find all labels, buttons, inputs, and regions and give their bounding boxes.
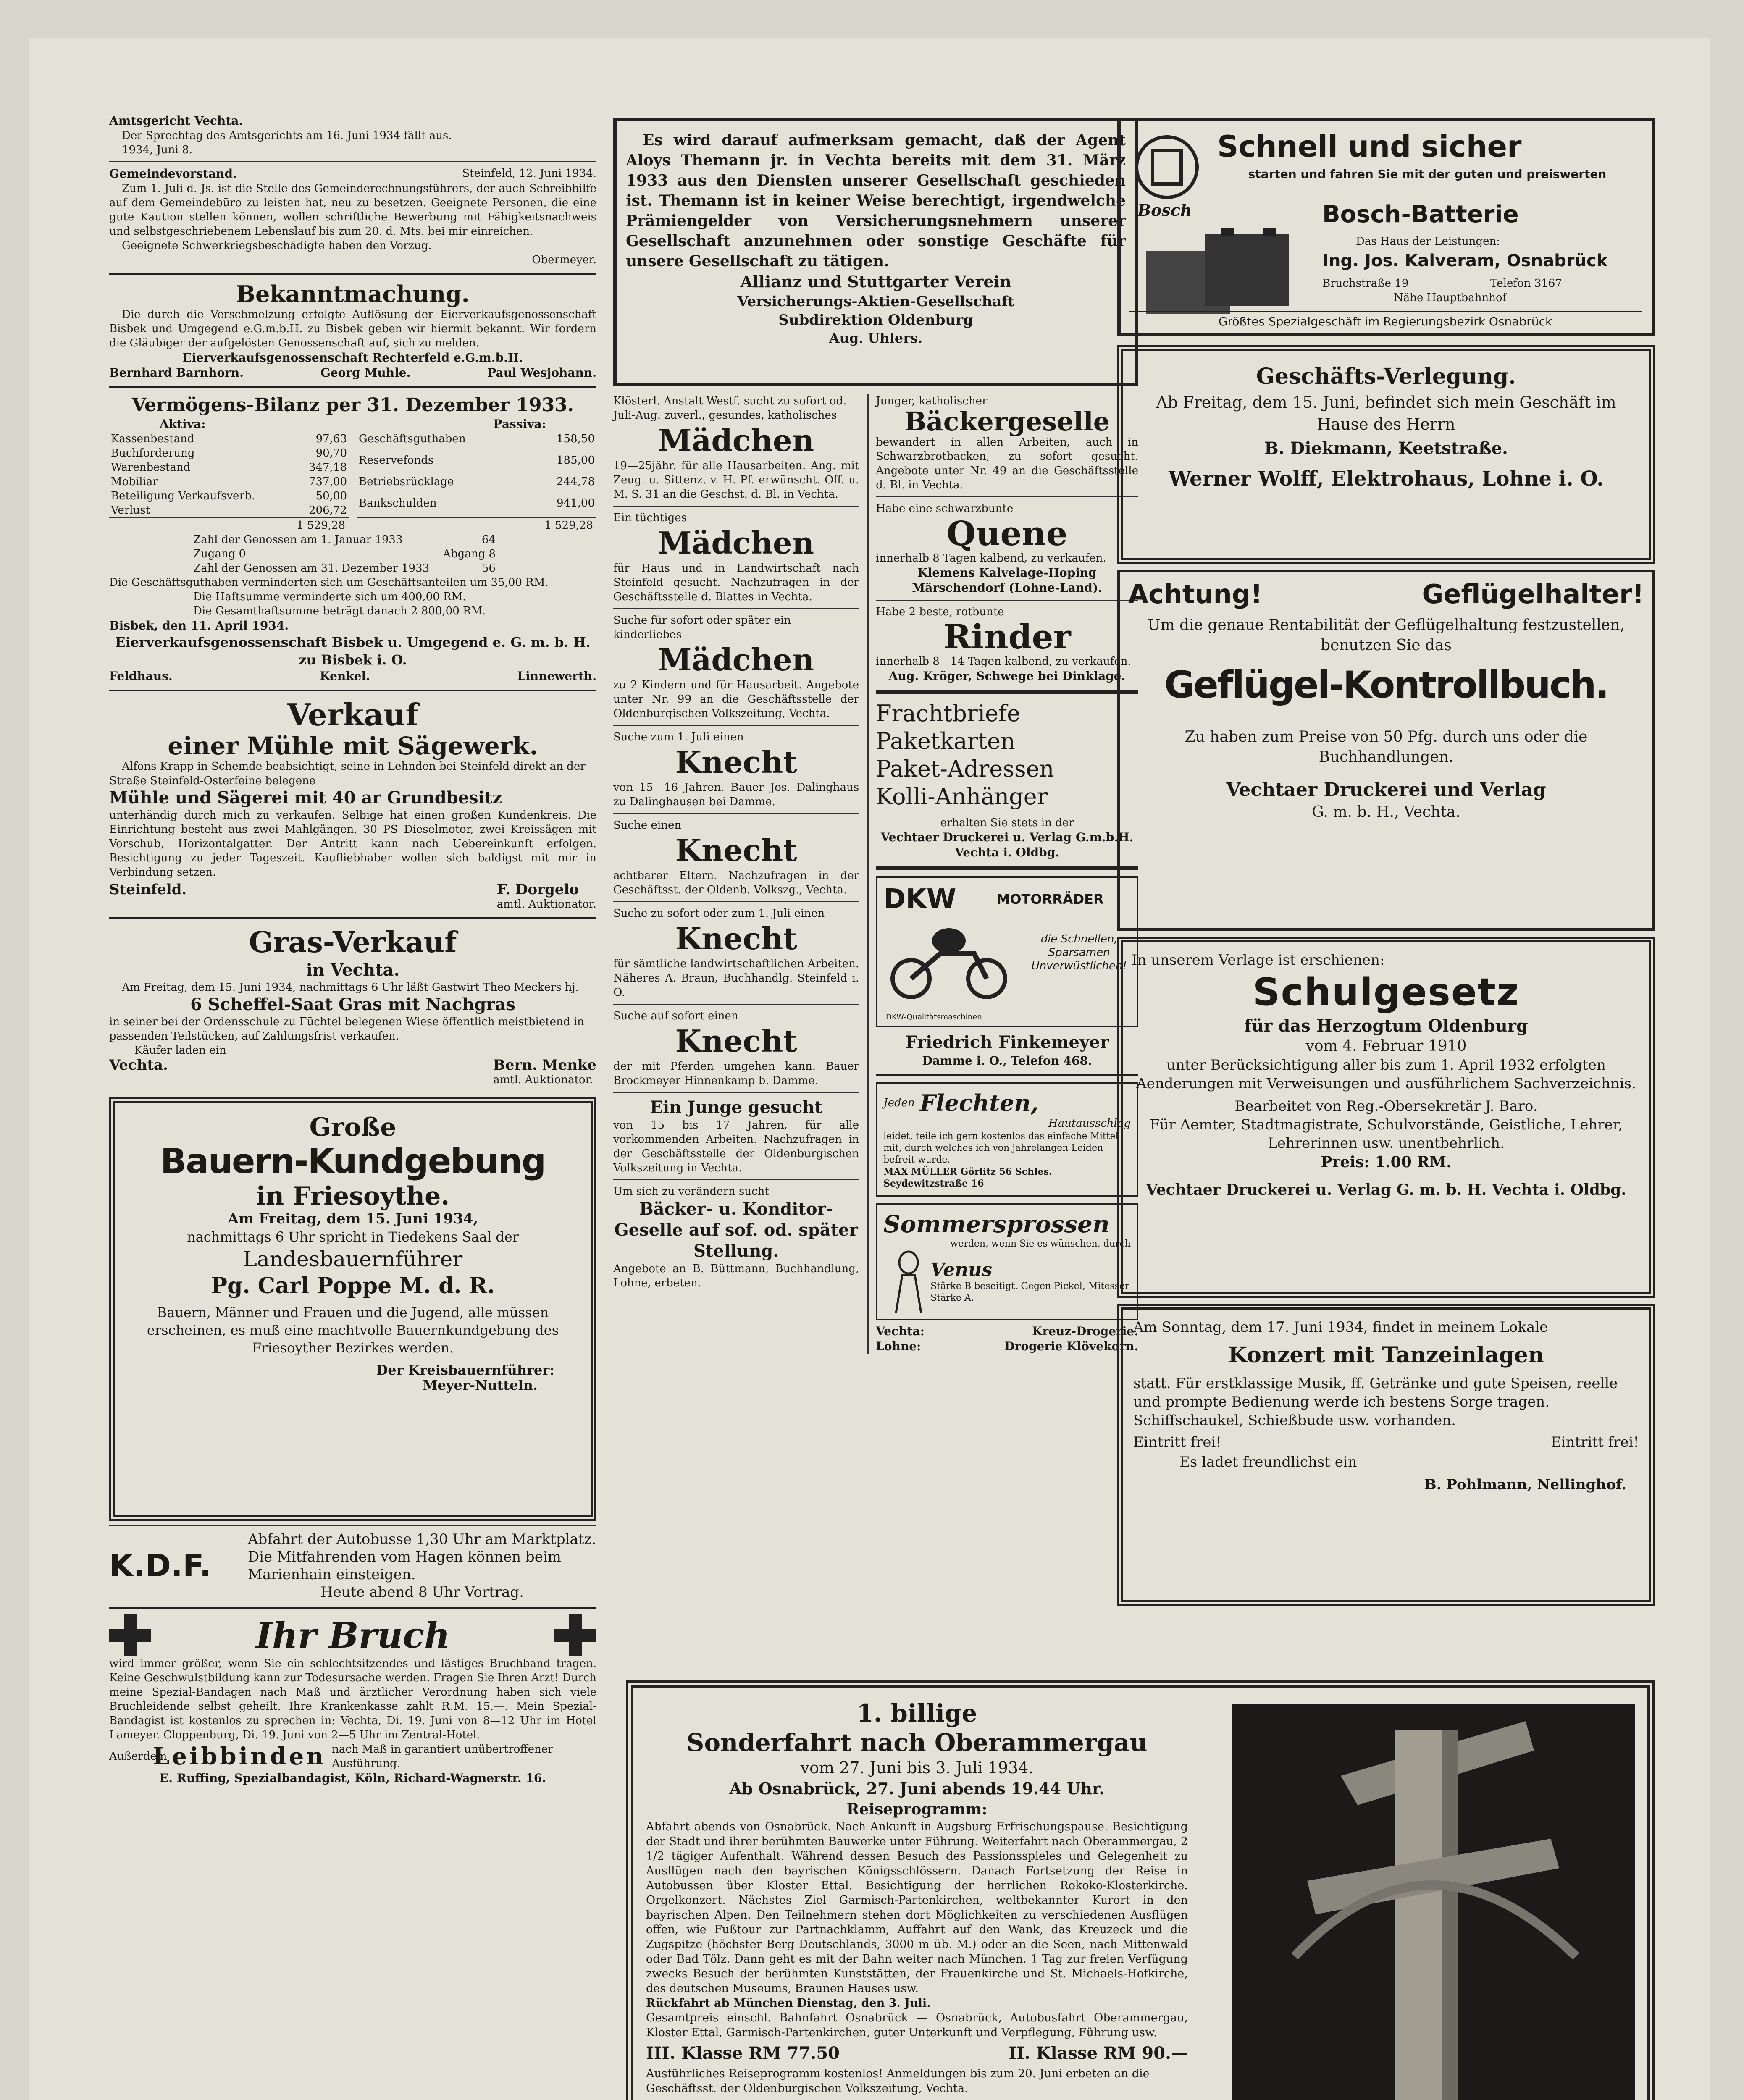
kdf-text: Abfahrt der Autobusse 1,30 Uhr am Marktplatz. Die Mitfahrenden vom Hagen können beim Marienhain einsteigen. bbox=[248, 1531, 596, 1583]
bilanz-aktiva-value: 97,63 bbox=[315, 433, 347, 445]
classified-ad-body: für sämtliche landwirtschaftlichen Arbeiten. Näheres A. Braun, Buchhandlg. Steinfeld i. O. bbox=[613, 958, 859, 999]
bekanntmachung bbox=[109, 281, 596, 381]
kdf-line: Heute abend 8 Uhr Vortrag. bbox=[320, 1584, 524, 1601]
bauern-title-2: Bauern-Kundgebung bbox=[160, 1142, 546, 1181]
bosch-title: Schnell und sicher bbox=[1217, 129, 1522, 164]
bauern-body: Bauern, Männer und Frauen und die Jugend, alle müssen erscheinen, es muß eine machtvolle Bauernkundgebung des Friesoyther Bezirkes werden. bbox=[147, 1305, 559, 1356]
classified-ad-title: Knecht bbox=[675, 1023, 797, 1059]
fahrt-price-second-class: II. Klasse RM 90.— bbox=[1009, 2043, 1188, 2063]
classifieds-left bbox=[613, 394, 859, 1354]
bilanz-zugang: Zugang 0 bbox=[193, 548, 246, 560]
bilanz-aktiva-value: 206,72 bbox=[309, 504, 347, 517]
fahrt-footer: Ausführliches Reiseprogramm kostenlos! Anmeldungen bis zum 20. Juni erbeten an die Geschäftsst. der Oldenburgischen Volkszeitung, Vechta. bbox=[646, 2067, 1150, 2095]
schul-line-5: Für Aemter, Stadtmagistrate, Schulvorstände, Geistliche, Lehrer, Lehrerinnen usw. unentbehrlich. bbox=[1150, 1116, 1623, 1152]
frachtbriefe-line-1: Frachtbriefe bbox=[876, 700, 1020, 727]
konzert-ad bbox=[1117, 1304, 1655, 1606]
bosch-ad bbox=[1117, 118, 1655, 336]
bruch-title: Ihr Bruch bbox=[255, 1614, 450, 1656]
gras-body-2: in seiner bei der Ordensschule zu Füchtel belegenen Wiese öffentlich meistbietend in passenden Teilstücken, auf Zahlungsfrist verkaufen. bbox=[109, 1016, 584, 1042]
bilanz-aktiva-label: Beteiligung Verkaufsverb. bbox=[111, 490, 255, 502]
gras-body-1: Am Freitag, dem 15. Juni 1934, nachmittags 6 Uhr läßt Gastwirt Theo Meckers hj. bbox=[122, 981, 579, 994]
bilanz-genossen-2-value: 56 bbox=[481, 562, 496, 575]
classified-ad-title: Knecht bbox=[675, 921, 797, 956]
schul-line-4: Bearbeitet von Reg.-Obersekretär J. Baro. bbox=[1234, 1098, 1538, 1115]
gefluegel-achtung: Achtung! bbox=[1128, 579, 1263, 609]
allianz-signature: Aug. Uhlers. bbox=[829, 330, 923, 346]
bilanz-aktiva-label: Verlust bbox=[111, 504, 150, 517]
bruch-address: E. Ruffing, Spezialbandagist, Köln, Richard-Wagnerstr. 16. bbox=[159, 1771, 546, 1785]
classified-ad-title: Mädchen bbox=[658, 525, 814, 561]
amtsgericht-date: 1934, Juni 8. bbox=[122, 144, 192, 156]
bosch-near: Nähe Hauptbahnhof bbox=[1394, 291, 1507, 304]
ad-rinder-signature: Aug. Kröger, Schwege bei Dinklage. bbox=[888, 669, 1126, 683]
bauern-title-3: in Friesoythe. bbox=[256, 1181, 450, 1211]
dkw-logo: DKW bbox=[883, 884, 956, 915]
bilanz-aktiva-row bbox=[109, 446, 349, 460]
classified-ad-pre: Suche für sofort oder später ein kinderliebes bbox=[613, 614, 791, 641]
classified-ad bbox=[613, 1009, 859, 1093]
dkw-slogan: die Schnellen, Sparsamen Unverwüstlichen! bbox=[1031, 933, 1127, 972]
bilanz-aktiva-head: Aktiva: bbox=[160, 417, 206, 431]
gemeinde-signature: Obermeyer. bbox=[532, 254, 596, 266]
gefluegel-title: Geflügel-Kontrollbuch. bbox=[1164, 663, 1608, 706]
ad-sommersprossen bbox=[876, 1203, 1138, 1320]
ad-dkw bbox=[876, 876, 1138, 1027]
bilanz-aktiva-row bbox=[109, 432, 349, 446]
gemeinde-notice bbox=[109, 166, 596, 267]
classified-ad-title: Knecht bbox=[675, 744, 797, 780]
sommersprossen-lohne-store: Drogerie Klövekorn. bbox=[1004, 1339, 1138, 1353]
motorcycle-icon bbox=[886, 920, 1012, 1000]
allianz-org-2: Versicherungs-Aktien-Gesellschaft bbox=[737, 293, 1014, 310]
classified-ad bbox=[613, 906, 859, 1005]
bilanz-line-4: Die Geschäftsguthaben verminderten sich um Geschäftsanteilen um 35,00 RM. bbox=[109, 576, 549, 589]
bilanz-genossen-1: Zahl der Genossen am 1. Januar 1933 bbox=[193, 533, 403, 546]
bilanz-name-1: Feldhaus. bbox=[109, 669, 173, 683]
classified-ad-pre: Suche zum 1. Juli einen bbox=[613, 731, 744, 743]
classified-ad-title: Mädchen bbox=[658, 642, 814, 677]
bruch-leibbinden: Leibbinden bbox=[153, 1743, 326, 1770]
finkemeyer-name: Friedrich Finkemeyer bbox=[905, 1032, 1109, 1052]
bilanz-line-5: Die Haftsumme verminderte sich um 400,00 RM. bbox=[193, 591, 466, 603]
gemeinde-body: Zum 1. Juli d. Js. ist die Stelle des Gemeinderechnungsführers, der auch Schreibhilfe auf dem Gemeindebüro zu leisten hat, neu zu besetzen. Geeignete Personen, die eine gute Kaution stellen können, wollen schriftliche Bewerbung mit Fähigkeitsnachweis und selbstgeschriebenem Lebenslauf bis zum 20. d. Mts. bei mir einreichen. bbox=[109, 182, 596, 238]
verkauf-signature: F. Dorgelo bbox=[496, 881, 579, 898]
amtsgericht-notice bbox=[109, 113, 596, 157]
konzert-eintritt-1: Eintritt frei! bbox=[1133, 1434, 1222, 1451]
classified-ad-pre: Ein tüchtiges bbox=[613, 512, 687, 524]
bilanz-passiva-row bbox=[357, 432, 596, 453]
classified-ad bbox=[613, 818, 859, 902]
column-middle bbox=[613, 118, 1138, 1354]
bekanntmachung-name-3: Paul Wesjohann. bbox=[487, 366, 596, 380]
bruch-nach-mass: nach Maß in garantiert unübertroffener Ausführung. bbox=[332, 1743, 553, 1770]
flechten-title: Flechten, bbox=[919, 1089, 1039, 1116]
bilanz-org: Eierverkaufsgenossenschaft Bisbek u. Umgegend e. G. m. b. H. zu Bisbek i. O. bbox=[115, 634, 591, 668]
classified-ad-pre: Suche auf sofort einen bbox=[613, 1010, 738, 1022]
bekanntmachung-body: Die durch die Verschmelzung erfolgte Auflösung der Eierverkaufsgenossenschaft Bisbek und Umgegend e.G.m.b.H. zu Bisbek geben wir hiermit bekannt. Wir fordern die Gläubiger der aufgelösten Genossenschaft auf, sich zu melden. bbox=[109, 308, 596, 349]
bilanz-aktiva-value: 347,18 bbox=[309, 461, 347, 474]
bauern-speaker: Pg. Carl Poppe M. d. R. bbox=[211, 1273, 495, 1299]
fahrt-price-third-class: III. Klasse RM 77.50 bbox=[646, 2043, 840, 2063]
sommersprossen-body-2: Stärke B beseitigt. Gegen Pickel, Mitesser Stärke A. bbox=[930, 1281, 1129, 1303]
classified-ad-pre: Klösterl. Anstalt Westf. sucht zu sofort od. Juli-Aug. zuverl., gesundes, katholisches bbox=[613, 395, 847, 422]
ad-quene-body: innerhalb 8 Tagen kalbend, zu verkaufen. bbox=[876, 552, 1106, 564]
bilanz-passiva-value: 185,00 bbox=[557, 454, 595, 467]
bilanz-aktiva-row bbox=[109, 475, 349, 489]
schulgesetz-ad bbox=[1117, 937, 1655, 1298]
gras-signature: Bern. Menke bbox=[493, 1057, 596, 1074]
gefluegel-signature-2: G. m. b. H., Vechta. bbox=[1312, 803, 1460, 821]
ad-quene bbox=[876, 501, 1138, 596]
bosch-address: Bruchstraße 19 bbox=[1322, 277, 1409, 290]
bilanz-passiva-label: Reservefonds bbox=[359, 454, 434, 467]
frachtbriefe-line-4: Kolli-Anhänger bbox=[876, 783, 1048, 810]
schul-signature: Vechtaer Druckerei u. Verlag G. m. b. H. Vechta i. Oldbg. bbox=[1146, 1181, 1626, 1199]
classified-ad-body: der mit Pferden umgehen kann. Bauer Brockmeyer Hinnenkamp b. Damme. bbox=[613, 1060, 859, 1087]
bilanz-passiva-row bbox=[357, 496, 596, 517]
bilanz-aktiva-row bbox=[109, 460, 349, 475]
bilanz-title: Vermögens-Bilanz per 31. Dezember 1933. bbox=[131, 394, 574, 416]
konzert-title: Konzert mit Tanzeinlagen bbox=[1228, 1342, 1544, 1368]
schul-line-1: für das Herzogtum Oldenburg bbox=[1244, 1016, 1528, 1036]
bilanz-genossen-2: Zahl der Genossen am 31. Dezember 1933 bbox=[193, 562, 430, 575]
gras-meet: Käufer laden ein bbox=[134, 1044, 226, 1057]
column-left bbox=[109, 113, 596, 1786]
sommersprossen-vechta: Vechta: bbox=[876, 1324, 925, 1338]
bruch-ad bbox=[109, 1614, 596, 1786]
bilanz-aktiva-value: 737,00 bbox=[309, 475, 347, 488]
gras-subtitle: 6 Scheffel-Saat Gras mit Nachgras bbox=[190, 995, 515, 1014]
bekanntmachung-org: Eierverkaufsgenossenschaft Rechterfeld e.G.m.b.H. bbox=[182, 351, 523, 365]
allianz-org-1: Allianz und Stuttgarter Verein bbox=[740, 272, 1011, 291]
bekanntmachung-name-1: Bernhard Barnhorn. bbox=[109, 366, 244, 380]
bilanz-aktiva-value: 90,70 bbox=[315, 447, 347, 459]
sommersprossen-brand: Venus bbox=[930, 1259, 992, 1281]
column-right bbox=[1117, 118, 1655, 1606]
bosch-telephone: Telefon 3167 bbox=[1490, 277, 1562, 290]
ad-baeckergeselle-pre: Junger, katholischer bbox=[876, 395, 988, 407]
ad-quene-pre: Habe eine schwarzbunte bbox=[876, 502, 1014, 515]
red-cross-icon bbox=[109, 1614, 151, 1656]
amtsgericht-heading: Amtsgericht Vechta. bbox=[109, 114, 243, 128]
bilanz-passiva-head: Passiva: bbox=[493, 417, 546, 431]
fahrt-program-heading: Reiseprogramm: bbox=[846, 1801, 988, 1818]
oberammergau-ad bbox=[626, 1680, 1655, 2100]
classified-ad-pre: Suche zu sofort oder zum 1. Juli einen bbox=[613, 907, 825, 920]
bilanz-aktiva-value: 50,00 bbox=[315, 490, 347, 502]
dkw-subtitle: MOTORRÄDER bbox=[996, 891, 1104, 907]
classified-ad-title: Bäcker- u. Konditor-Geselle auf sof. od. später Stellung. bbox=[614, 1199, 858, 1261]
schul-title: Schulgesetz bbox=[1253, 970, 1520, 1014]
allianz-body: Es wird darauf aufmerksam gemacht, daß der Agent Aloys Themann jr. in Vechta bereits mit dem 31. März 1933 aus den Diensten unserer Gesellschaft geschieden ist. Themann ist in keiner Weise berechtigt, irgendwelche Prämiengelder von Versicherungsnehmern unserer Gesellschaft anzunehmen oder sonstige Geschäfte für unsere Gesellschaft zu tätigen. bbox=[626, 131, 1126, 270]
bilanz-passiva-label: Geschäftsguthaben bbox=[359, 433, 466, 445]
gras-place: in Vechta. bbox=[306, 960, 400, 980]
bilanz-name-3: Linnewerth. bbox=[517, 669, 596, 683]
bauern-sign-title: Der Kreisbauernführer: bbox=[376, 1362, 554, 1378]
bauern-signature: Meyer-Nutteln. bbox=[423, 1377, 538, 1393]
kdf-notice bbox=[109, 1530, 596, 1601]
finkemeyer-address: Damme i. O., Telefon 468. bbox=[922, 1054, 1092, 1068]
classified-ad-pre: Um sich zu verändern sucht bbox=[613, 1185, 769, 1198]
sommersprossen-lohne: Lohne: bbox=[876, 1339, 921, 1353]
bilanz-sum-aktiva: 1 529,28 bbox=[109, 517, 349, 533]
gemeinde-note: Geeignete Schwerkriegsbeschädigte haben den Vorzug. bbox=[122, 239, 432, 252]
frachtbriefe-line-3: Paket-Adressen bbox=[876, 756, 1054, 782]
ad-baeckergeselle-body: bewandert in allen Arbeiten, auch in Schwarzbrotbacken, zu sofort gesucht. Angebote unter Nr. 49 an die Geschäftsstelle d. Bl. in Vechta. bbox=[876, 436, 1138, 491]
ad-flechten bbox=[876, 1082, 1138, 1197]
schul-price: Preis: 1.00 RM. bbox=[1321, 1153, 1452, 1171]
bilanz-sum-passiva: 1 529,28 bbox=[357, 517, 596, 533]
classified-ad-title: Mädchen bbox=[658, 423, 814, 458]
classified-ad bbox=[613, 613, 859, 726]
classified-ad-body: zu 2 Kindern und für Hausarbeit. Angebote unter Nr. 99 an die Geschäftsstelle der Oldenburgischen Volkszeitung, Vechta. bbox=[613, 679, 859, 720]
geschaefts-verlegung bbox=[1117, 345, 1655, 564]
bauern-line-2: nachmittags 6 Uhr spricht in Tiedekens Saal der bbox=[187, 1229, 519, 1245]
verkauf-place: Steinfeld. bbox=[109, 881, 187, 898]
bilanz-line-6: Die Gesamthaftsumme beträgt danach 2 800,00 RM. bbox=[193, 605, 486, 617]
bekanntmachung-title: Bekanntmachung. bbox=[236, 281, 470, 307]
bilanz-aktiva-row bbox=[109, 503, 349, 517]
schul-line-3: unter Berücksichtigung aller bis zum 1. April 1932 erfolgten Aenderungen mit Verweisungen und ausführlichem Sachverzeichnis. bbox=[1136, 1057, 1636, 1092]
bosch-house: Das Haus der Leistungen: bbox=[1356, 235, 1500, 248]
konzert-line-1: Am Sonntag, dem 17. Juni 1934, findet in meinem Lokale bbox=[1133, 1319, 1548, 1336]
bilanz-abgang: Abgang bbox=[443, 548, 486, 560]
bilanz-date: Bisbek, den 11. April 1934. bbox=[109, 619, 289, 633]
flechten-body: leidet, teile ich gern kostenlos das einfache Mittel mit, durch welches ich von jahrelangen Leiden befreit wurde. bbox=[883, 1131, 1119, 1165]
classified-ad bbox=[613, 511, 859, 609]
bilanz-aktiva-label: Buchforderung bbox=[111, 447, 195, 459]
gras-title: Gras-Verkauf bbox=[249, 926, 457, 959]
bosch-logo-text: Bosch bbox=[1137, 201, 1192, 220]
bilanz-passiva-label: Bankschulden bbox=[359, 497, 437, 509]
gefluegel-body: Um die genaue Rentabilität der Geflügelhaltung festzustellen, benutzen Sie das bbox=[1148, 617, 1625, 654]
classified-ad bbox=[613, 1097, 859, 1180]
bauern-title-1: Große bbox=[309, 1113, 397, 1142]
verkauf-subtitle: Mühle und Sägerei mit 40 ar Grundbesitz bbox=[109, 788, 502, 808]
gras-verkauf bbox=[109, 925, 596, 1087]
bilanz-passiva-table bbox=[357, 432, 596, 517]
bosch-logo-icon bbox=[1133, 134, 1200, 201]
classified-ad-body: von 15 bis 17 Jahren, für alle vorkommenden Arbeiten. Nachzufragen in der Geschäftsstelle der Oldenburgischen Volkszeitung in Vechta. bbox=[613, 1119, 859, 1174]
bilanz bbox=[109, 394, 596, 684]
verlegung-title: Geschäfts-Verlegung. bbox=[1256, 364, 1516, 389]
kdf-logo: K.D.F. bbox=[109, 1548, 211, 1584]
classified-ad-body: achtbarer Eltern. Nachzufragen in der Geschäftsst. der Oldenb. Volkszg., Vechta. bbox=[613, 869, 859, 896]
fahrt-departure: Ab Osnabrück, 27. Juni abends 19.44 Uhr. bbox=[729, 1779, 1105, 1798]
bauern-date: Am Freitag, dem 15. Juni 1934, bbox=[227, 1210, 478, 1227]
bosch-subtitle: starten und fahren Sie mit der guten und preiswerten bbox=[1248, 167, 1607, 181]
frachtbriefe-line-2: Paketkarten bbox=[876, 728, 1015, 754]
gemeinde-date: Steinfeld, 12. Juni 1934. bbox=[462, 167, 596, 180]
flechten-pre: Jeden bbox=[883, 1097, 915, 1109]
gefluegel-halter: Geflügelhalter! bbox=[1422, 579, 1644, 609]
ad-quene-title: Quene bbox=[946, 514, 1068, 553]
ad-quene-signature: Klemens Kalvelage-Hoping Märschendorf (Lohne-Land). bbox=[912, 566, 1102, 595]
ad-rinder-body: innerhalb 8—14 Tagen kalbend, zu verkaufen. bbox=[876, 655, 1131, 668]
bosch-dealer-name: Ing. Jos. Kalveram, Osnabrück bbox=[1322, 251, 1608, 270]
crucifix-illustration-icon bbox=[1232, 1704, 1635, 2100]
bilanz-passiva-row bbox=[357, 453, 596, 475]
bilanz-aktiva-label: Warenbestand bbox=[111, 461, 191, 474]
classifieds-right bbox=[867, 394, 1138, 1354]
fahrt-program-body: Abfahrt abends von Osnabrück. Nach Ankunft in Augsburg Erfrischungspause. Besichtigung der Stadt und ihrer berühmten Bauwerke unter Führung. Weiterfahrt nach Oberammergau, 2 1/2 tägiger Aufenthalt. Während dessen Besuch des Passionsspieles und Gelegenheit zu Ausflügen nach den bayrischen Königsschlössern. Danach Fortsetzung der Reise in Autobussen über Kloster Ettal. Besichtigung der herrlichen Rokoko-Klosterkirche. Orgelkonzert. Nächstes Ziel Garmisch-Partenkirchen, weltbekannter Kurort in den bayrischen Alpen. Den Teilnehmern stehen dort Möglichkeiten zu verschiedenen Ausflügen offen, wie Fußtour zur Partnachklamm, Auffahrt auf den Wank, das Kreuzeck und die Zugspitze (höchster Berg Deutschlands, 3000 m üb. M.) oder an die Seen, nach Mittenwald oder Bad Tölz. Dann geht es mit der Bahn weiter nach München. 1 Tag zur freien Verfügung zwecks Besuch der berühmten Kunststätten, der Frauenkirche und St. Michaels-Hofkirche, des deutschen Museums, Braunen Hauses usw. bbox=[646, 1820, 1188, 1995]
gemeinde-heading: Gemeindevorstand. bbox=[109, 167, 237, 181]
gefluegel-signature: Vechtaer Druckerei und Verlag bbox=[1226, 779, 1546, 801]
gras-signature-title: amtl. Auktionator. bbox=[493, 1074, 593, 1086]
ad-rinder-pre: Habe 2 beste, rotbunte bbox=[876, 606, 1004, 618]
fahrt-title-1: 1. billige bbox=[856, 1699, 977, 1727]
gras-town: Vechta. bbox=[109, 1057, 168, 1074]
verlegung-signature: Werner Wolff, Elektrohaus, Lohne i. O. bbox=[1169, 467, 1604, 491]
bilanz-abgang-value: 8 bbox=[489, 548, 496, 560]
verkauf-title-2: einer Mühle mit Sägewerk. bbox=[168, 732, 538, 760]
bauern-kundgebung bbox=[109, 1097, 596, 1521]
muehle-verkauf bbox=[109, 697, 596, 911]
frachtbriefe-line-5: erhalten Sie stets in der bbox=[940, 816, 1074, 829]
sommersprossen-title: Sommersprossen bbox=[883, 1210, 1110, 1238]
red-cross-icon bbox=[554, 1614, 596, 1656]
allianz-org-3: Subdirektion Oldenburg bbox=[778, 312, 973, 328]
bosch-product: Bosch-Batterie bbox=[1322, 201, 1519, 228]
ad-baeckergeselle-title: Bäckergeselle bbox=[904, 406, 1110, 437]
classified-ad bbox=[613, 730, 859, 814]
verkauf-title-1: Verkauf bbox=[287, 697, 419, 732]
konzert-line-3: Es ladet freundlichst ein bbox=[1179, 1454, 1357, 1470]
bruch-ausserdem: Außerdem bbox=[109, 1750, 167, 1763]
ad-rinder bbox=[876, 605, 1138, 684]
ad-rinder-title: Rinder bbox=[943, 617, 1071, 656]
bilanz-passiva-value: 941,00 bbox=[557, 497, 595, 509]
dkw-small: DKW-Qualitätsmaschinen bbox=[886, 1013, 982, 1021]
classified-ad bbox=[613, 394, 859, 507]
gefluegel-price: Zu haben zum Preise von 50 Pfg. durch uns oder die Buchhandlungen. bbox=[1185, 728, 1588, 766]
verlegung-body: Ab Freitag, dem 15. Juni, befindet sich mein Geschäft im Hause des Herrn bbox=[1156, 393, 1616, 433]
fahrt-dates: vom 27. Juni bis 3. Juli 1934. bbox=[800, 1759, 1034, 1777]
sommersprossen-vechta-store: Kreuz-Drogerie. bbox=[1032, 1324, 1138, 1338]
sommersprossen-body: werden, wenn Sie es wünschen, durch bbox=[950, 1239, 1131, 1249]
flechten-signature: MAX MÜLLER Görlitz 56 Schles. Seydewitzstraße 16 bbox=[883, 1166, 1052, 1189]
schul-intro: In unserem Verlage ist erschienen: bbox=[1132, 952, 1385, 969]
bilanz-genossen-1-value: 64 bbox=[481, 533, 496, 546]
bilanz-aktiva-row bbox=[109, 489, 349, 503]
bruch-body: wird immer größer, wenn Sie ein schlechtsitzendes und lästiges Bruchband tragen. Keine Geschwulstbildung kann zur Todesursache werden. Fragen Sie Ihren Arzt! Durch meine Spezial-Bandagen nach Maß und ärztlicher Verordnung haben sich viele Bruchleidende selbst geheilt. Ihre Krankenkasse zahlt R.M. 15.—. Mein Spezial-Bandagist ist kostenlos zu sprechen in: Vechta, Di. 19. Juni von 8—12 Uhr im Hotel Lameyer. Cloppenburg, Di. 19. Juni von 2—5 Uhr im Zentral-Hotel. bbox=[109, 1657, 596, 1741]
fahrt-total: Gesamtpreis einschl. Bahnfahrt Osnabrück — Osnabrück, Autobusfahrt Oberammergau, Kloster Ettal, Garmisch-Partenkirchen, guter Unterkunft und Verpflegung, Führung usw. bbox=[646, 2011, 1188, 2039]
bilanz-aktiva-label: Mobiliar bbox=[111, 475, 158, 488]
konzert-line-2: statt. Für erstklassige Musik, ff. Getränke und gute Speisen, reelle und prompte Bedienung werde ich bestens Sorge tragen. Schiffschaukel, Schießbude usw. vorhanden. bbox=[1133, 1375, 1618, 1429]
bekanntmachung-name-2: Georg Muhle. bbox=[320, 366, 411, 380]
frachtbriefe-publisher: Vechtaer Druckerei u. Verlag G.m.b.H. Vechta i. Oldbg. bbox=[880, 830, 1134, 859]
gefluegel-ad bbox=[1117, 570, 1655, 931]
classified-ad-title: Knecht bbox=[675, 832, 797, 868]
classified-ad-body: Angebote an B. Büttmann, Buchhandlung, Lohne, erbeten. bbox=[613, 1263, 859, 1289]
bilanz-passiva-value: 244,78 bbox=[557, 475, 595, 488]
classified-ad-body: von 15—16 Jahren. Bauer Jos. Dalinghaus zu Dalinghausen bei Damme. bbox=[613, 781, 859, 808]
classified-ad-title: Ein Junge gesucht bbox=[650, 1097, 822, 1117]
bilanz-passiva-row bbox=[357, 475, 596, 496]
amtsgericht-text: Der Sprechtag des Amtsgerichts am 16. Juni 1934 fällt aus. bbox=[122, 129, 452, 142]
venus-figure-icon bbox=[883, 1250, 925, 1313]
fahrt-title-2: Sonderfahrt nach Oberammergau bbox=[686, 1728, 1148, 1757]
schul-line-2: vom 4. Februar 1910 bbox=[1305, 1037, 1467, 1055]
verkauf-intro: Alfons Krapp in Schemde beabsichtigt, seine in Lehnden bei Steinfeld direkt an der Straße Steinfeld-Osterfeine belegene bbox=[109, 760, 586, 787]
verkauf-body: unterhändig durch mich zu verkaufen. Selbige hat einen großen Kundenkreis. Die Einrichtung besteht aus zwei Mahlgängen, 30 PS Dieselmotor, zwei Kreissägen mit Vorschub, Horizontalgatter. Der Antritt kann nach Uebereinkunft erfolgen. Besichtigung zu jeder Tageszeit. Kaufliebhaber wollen sich baldigst mit mir in Verbindung setzen. bbox=[109, 809, 596, 879]
classified-ad-body: für Haus und in Landwirtschaft nach Steinfeld gesucht. Nachzufragen in der Geschäftsstelle d. Blattes in Vechta. bbox=[613, 562, 859, 603]
verlegung-name: B. Diekmann, Keetstraße. bbox=[1264, 438, 1508, 458]
verkauf-signature-title: amtl. Auktionator. bbox=[496, 898, 596, 911]
konzert-signature: B. Pohlmann, Nellinghof. bbox=[1424, 1476, 1626, 1493]
fahrt-return: Rückfahrt ab München Dienstag, den 3. Juli. bbox=[646, 1997, 931, 2010]
bilanz-aktiva-label: Kassenbestand bbox=[111, 433, 194, 445]
allianz-notice bbox=[613, 118, 1138, 386]
classified-ad-body: 19—25jähr. für alle Hausarbeiten. Ang. mit Zeug. u. Sittenz. v. H. Pf. erwünscht. Off. u. M. S. 31 an die Geschst. d. Bl. in Vechta. bbox=[613, 459, 859, 501]
ad-frachtbriefe bbox=[876, 700, 1138, 860]
bilanz-passiva-label: Betriebsrücklage bbox=[359, 475, 454, 488]
classified-ad-pre: Suche einen bbox=[613, 819, 682, 832]
konzert-eintritt-2: Eintritt frei! bbox=[1550, 1434, 1639, 1451]
bosch-footer: Größtes Spezialgeschäft im Regierungsbezirk Osnabrück bbox=[1129, 311, 1642, 328]
ad-baeckergeselle bbox=[876, 394, 1138, 492]
bilanz-name-2: Kenkel. bbox=[320, 669, 370, 683]
bauern-line-3: Landesbauernführer bbox=[243, 1247, 463, 1271]
classified-ad bbox=[613, 1184, 859, 1290]
bilanz-passiva-value: 158,50 bbox=[557, 433, 595, 445]
flechten-subtitle: Hautausschlag bbox=[1048, 1117, 1131, 1130]
bilanz-aktiva-table bbox=[109, 432, 349, 517]
newspaper-page bbox=[29, 38, 1710, 2100]
